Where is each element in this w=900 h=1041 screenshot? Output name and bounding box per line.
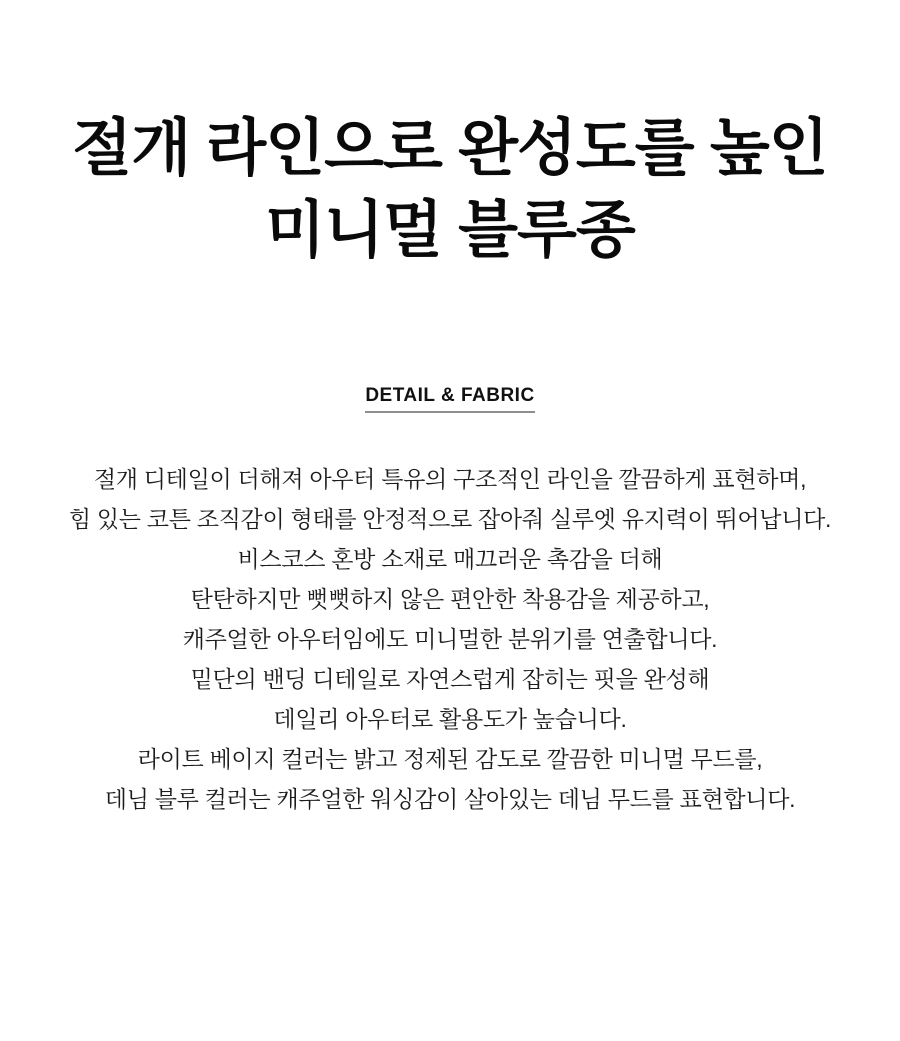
product-title-line-1: 절개 라인으로 완성도를 높인 bbox=[72, 114, 828, 183]
description-line: 밑단의 밴딩 디테일로 자연스럽게 잡히는 핏을 완성해 bbox=[190, 666, 710, 692]
product-description bbox=[0, 459, 900, 819]
section-heading: DETAIL & FABRIC bbox=[365, 384, 534, 413]
description-line: 라이트 베이지 컬러는 밝고 정제된 감도로 깔끔한 미니멀 무드를, bbox=[137, 746, 763, 772]
description-line: 탄탄하지만 뻣뻣하지 않은 편안한 착용감을 제공하고, bbox=[190, 586, 710, 612]
description-line: 데님 블루 컬러는 캐주얼한 워싱감이 살아있는 데님 무드를 표현합니다. bbox=[104, 786, 796, 812]
product-title-line-2: 미니멀 블루종 bbox=[265, 196, 635, 265]
description-line: 데일리 아우터로 활용도가 높습니다. bbox=[273, 706, 627, 732]
product-title bbox=[0, 0, 900, 272]
section-heading-wrap bbox=[0, 384, 900, 413]
description-line: 캐주얼한 아우터임에도 미니멀한 분위기를 연출합니다. bbox=[182, 626, 718, 652]
description-line: 절개 디테일이 더해져 아우터 특유의 구조적인 라인을 깔끔하게 표현하며, bbox=[93, 466, 807, 492]
description-line: 비스코스 혼방 소재로 매끄러운 촉감을 더해 bbox=[237, 546, 663, 572]
description-line: 힘 있는 코튼 조직감이 형태를 안정적으로 잡아줘 실루엣 유지력이 뛰어납니다. bbox=[68, 506, 832, 532]
